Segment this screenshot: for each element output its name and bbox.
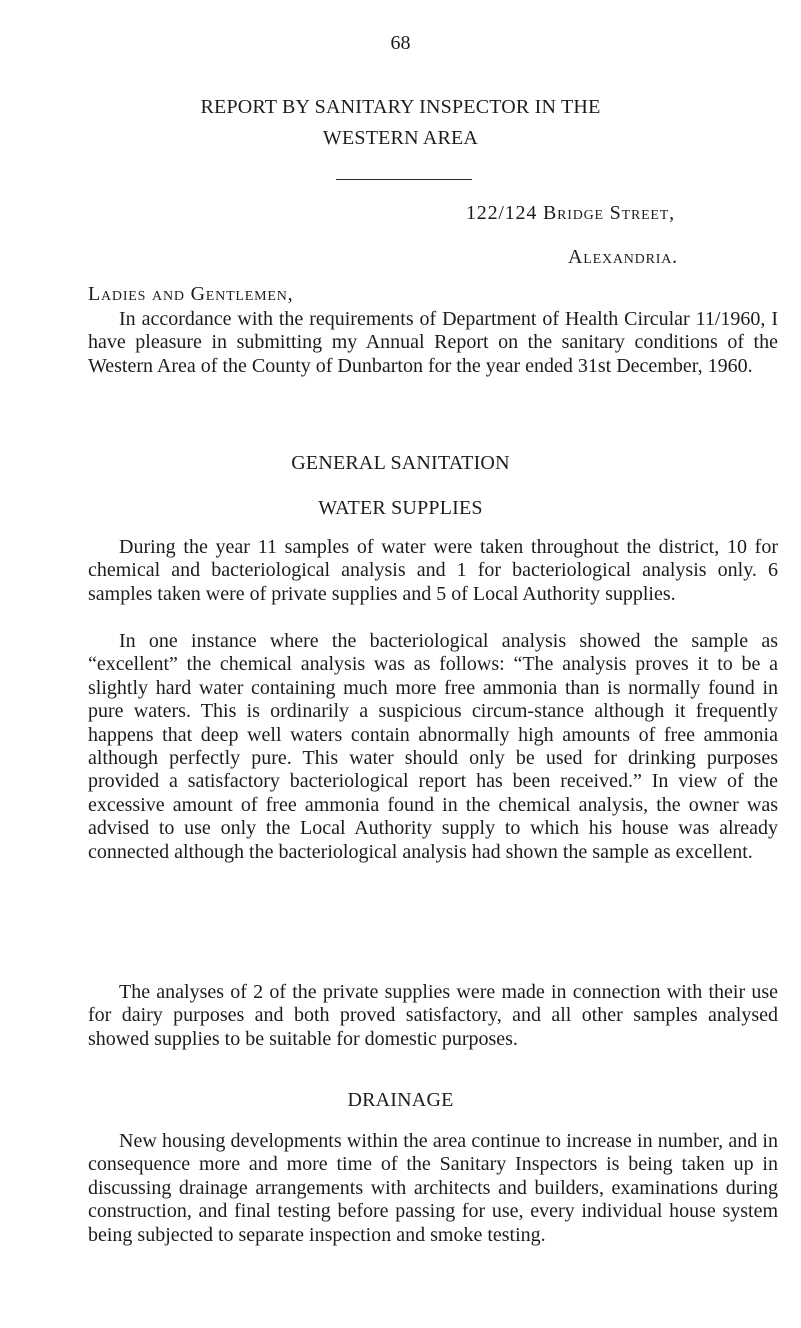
title-divider — [336, 179, 472, 180]
water-paragraph-1: During the year 11 samples of water were taken throughout the district, 10 for chemical and bacteriological analysis and 1 for bacteriological analysis only. 6 samples taken were of private supplies and 5 of Local Authority supplies. — [88, 536, 778, 605]
intro-paragraph: In accordance with the requirements of Department of Health Circular 11/1960, I have pleasure in submitting my Annual Report on the sanitary conditions of the Western Area of the County of Dunbarton for the year ended 31st December, 1960. — [88, 308, 778, 377]
address-line-2: Alexandria. — [568, 246, 678, 268]
water-paragraph-2: In one instance where the bacteriological analysis showed the sample as “excellent” the chemical analysis was as follows: “The analysis proves it to be a slightly hard water containing much more free ammonia than is normally found in pure waters. This is ordinarily a suspicious circum-stance although it frequently happens that deep well waters contain abnormally high amounts of free ammonia although perfectly pure. This water should only be used for drinking purposes provided a satisfactory bacteriological report has been received.” In view of the excessive amount of free ammonia found in the chemical analysis, the owner was advised to use only the Local Authority supply to which his house was already connected although the bacteriological analysis had shown the sample as excellent. — [88, 630, 778, 863]
heading-general-sanitation: GENERAL SANITATION — [291, 452, 510, 474]
report-title-line-2: WESTERN AREA — [322, 127, 479, 149]
report-title-line-1: REPORT BY SANITARY INSPECTOR IN THE — [200, 96, 601, 118]
drainage-paragraph: New housing developments within the area continue to increase in number, and in consequence more and more time of the Sanitary Inspectors is being taken up in discussing drainage arrangements with architects and builders, examinations during construction, and final testing before passing for use, every individual house system being subjected to separate inspection and smoke testing. — [88, 1130, 778, 1246]
page-number: 68 — [390, 32, 411, 54]
water-paragraph-3: The analyses of 2 of the private supplies were made in connection with their use for dairy purposes and both proved satisfactory, and all other samples analysed showed supplies to be suitable for domestic purposes. — [88, 981, 778, 1050]
salutation: Ladies and Gentlemen, — [88, 283, 294, 305]
report-title — [0, 92, 801, 154]
address-line-1: 122/124 Bridge Street, — [466, 202, 675, 224]
heading-drainage: DRAINAGE — [347, 1089, 454, 1111]
heading-water-supplies: WATER SUPPLIES — [318, 497, 483, 519]
